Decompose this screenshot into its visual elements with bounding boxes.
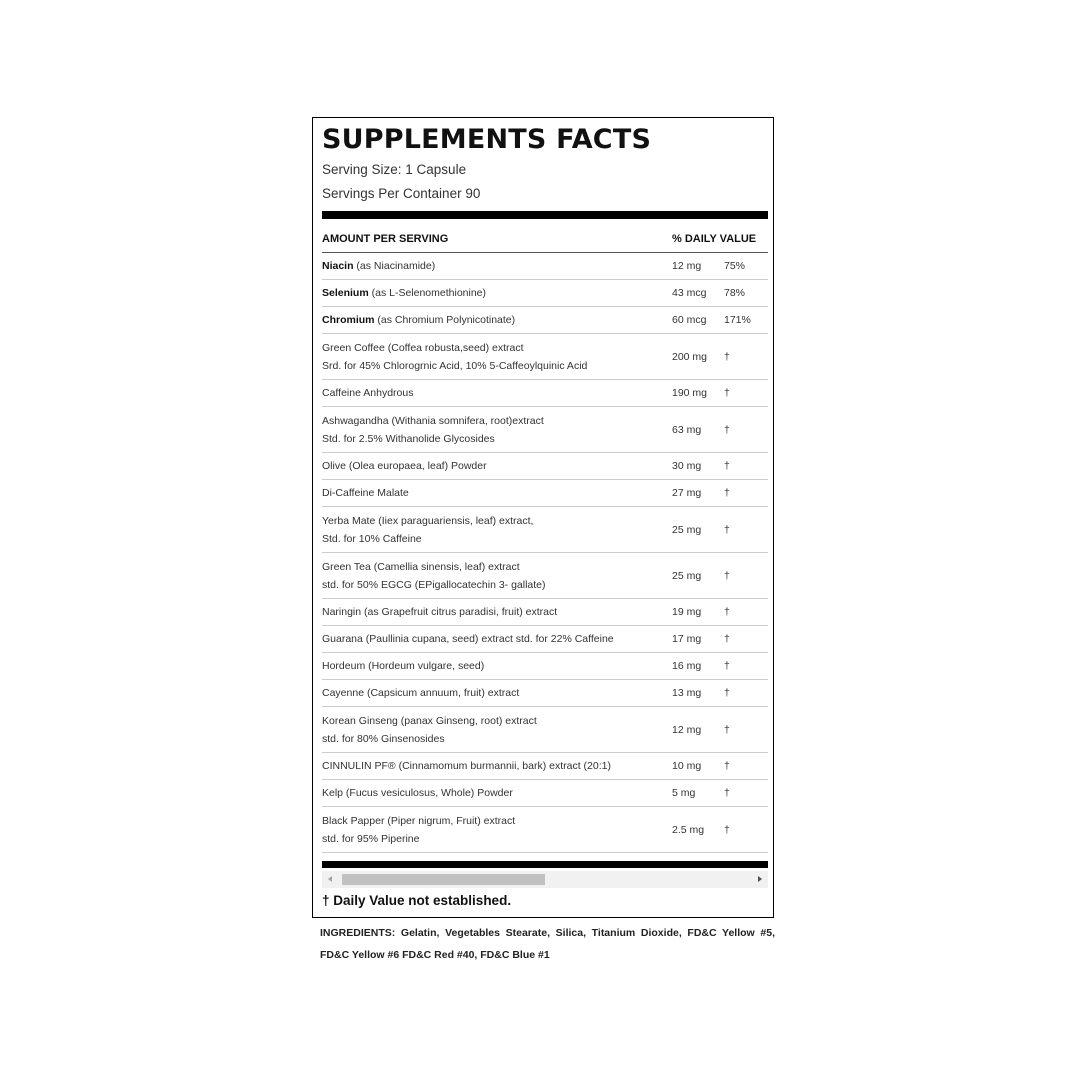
amount-cell: 19 mg	[672, 599, 724, 626]
ingredient-name-cell	[322, 599, 672, 626]
servings-per-container: Servings Per Container 90	[322, 186, 481, 201]
table-row	[322, 334, 768, 380]
table-row	[322, 626, 768, 653]
daily-value-cell: †	[724, 553, 768, 599]
ingredient-name-text: Hordeum (Hordeum vulgare, seed)	[322, 660, 485, 672]
amount-cell: 43 mcg	[672, 280, 724, 307]
amount-cell: 12 mg	[672, 253, 724, 280]
table-header-row	[322, 226, 768, 253]
ingredient-name-text: Ashwagandha (Withania somnifera, root)extract	[322, 414, 544, 427]
amount-cell: 16 mg	[672, 653, 724, 680]
ingredient-name-cell	[322, 380, 672, 407]
ingredients-text: INGREDIENTS: Gelatin, Vegetables Stearate, Silica, Titanium Dioxide, FD&C Yellow #5, FD&C Yellow #6 FD&C Red #40, FD&C Blue #1	[320, 927, 775, 961]
table-row	[322, 507, 768, 553]
ingredient-name	[322, 603, 672, 621]
daily-value-cell: 75%	[724, 253, 768, 280]
table-row	[322, 599, 768, 626]
ingredient-name-text: (as L-Selenomethionine)	[368, 287, 487, 299]
amount-cell: 13 mg	[672, 680, 724, 707]
daily-value-cell: †	[724, 753, 768, 780]
amount-cell: 27 mg	[672, 480, 724, 507]
ingredient-standardization: std. for 95% Piperine	[322, 832, 420, 845]
facts-table-container	[322, 226, 768, 853]
amount-cell: 190 mg	[672, 380, 724, 407]
ingredient-name-cell	[322, 334, 672, 380]
ingredient-name	[322, 657, 672, 675]
table-row	[322, 707, 768, 753]
daily-value-cell: †	[724, 380, 768, 407]
daily-value-cell: †	[724, 480, 768, 507]
daily-value-footnote: † Daily Value not established.	[322, 893, 512, 908]
ingredient-name-cell	[322, 253, 672, 280]
daily-value-cell: †	[724, 780, 768, 807]
daily-value-cell: †	[724, 626, 768, 653]
ingredient-name-text: Kelp (Fucus vesiculosus, Whole) Powder	[322, 787, 513, 799]
ingredient-name-text: Caffeine Anhydrous	[322, 387, 414, 399]
ingredient-name-cell	[322, 280, 672, 307]
ingredient-name	[322, 512, 672, 530]
ingredient-name-text: Olive (Olea europaea, leaf) Powder	[322, 460, 487, 472]
ingredient-standardization: Std. for 10% Caffeine	[322, 532, 422, 545]
panel-title: SUPPLEMENTS FACTS	[322, 124, 652, 155]
amount-cell: 17 mg	[672, 626, 724, 653]
ingredient-standardization: Srd. for 45% Chlorogrnic Acid, 10% 5-Caffeoylquinic Acid	[322, 359, 588, 372]
table-row	[322, 807, 768, 853]
daily-value-cell: †	[724, 653, 768, 680]
ingredient-standardization: std. for 80% Ginsenosides	[322, 732, 445, 745]
ingredient-name-text: Naringin (as Grapefruit citrus paradisi, fruit) extract	[322, 606, 558, 618]
daily-value-cell: †	[724, 807, 768, 853]
ingredient-name-cell	[322, 407, 672, 453]
table-body	[322, 253, 768, 853]
ingredient-name-text: Green Coffee (Coffea robusta,seed) extract	[322, 341, 524, 354]
table-row	[322, 380, 768, 407]
table-row	[322, 780, 768, 807]
ingredient-name	[322, 412, 672, 430]
amount-cell: 5 mg	[672, 780, 724, 807]
ingredient-name-text: Guarana (Paullinia cupana, seed) extract std. for 22% Caffeine	[322, 633, 614, 645]
ingredient-standardization: Std. for 2.5% Withanolide Glycosides	[322, 432, 495, 445]
horizontal-scrollbar[interactable]	[322, 871, 768, 888]
amount-cell: 25 mg	[672, 507, 724, 553]
daily-value-cell: †	[724, 407, 768, 453]
ingredient-name	[322, 712, 672, 730]
ingredient-name-cell	[322, 507, 672, 553]
ingredient-name	[322, 558, 672, 576]
amount-cell: 25 mg	[672, 553, 724, 599]
ingredient-name-text: Black Papper (Piper nigrum, Fruit) extract	[322, 814, 516, 827]
amount-cell: 63 mg	[672, 407, 724, 453]
ingredient-name-text: Green Tea (Camellia sinensis, leaf) extract	[322, 560, 520, 573]
ingredient-name	[322, 311, 672, 329]
ingredient-name	[322, 257, 672, 275]
amount-cell: 30 mg	[672, 453, 724, 480]
ingredient-name-cell	[322, 307, 672, 334]
table-row	[322, 453, 768, 480]
ingredient-name-text: Korean Ginseng (panax Ginseng, root) extract	[322, 714, 537, 727]
ingredient-name-cell	[322, 753, 672, 780]
ingredient-name-text: CINNULIN PF® (Cinnamomum burmannii, bark) extract (20:1)	[322, 760, 611, 772]
amount-cell: 200 mg	[672, 334, 724, 380]
ingredient-name	[322, 812, 672, 830]
daily-value-cell: 78%	[724, 280, 768, 307]
ingredient-name-bold: Selenium	[322, 287, 369, 299]
daily-value-cell: †	[724, 507, 768, 553]
ingredient-name	[322, 339, 672, 357]
ingredient-name	[322, 457, 672, 475]
amount-cell: 12 mg	[672, 707, 724, 753]
daily-value-cell: 171%	[724, 307, 768, 334]
ingredient-name	[322, 284, 672, 302]
table-row	[322, 253, 768, 280]
amount-cell: 60 mcg	[672, 307, 724, 334]
daily-value-cell: †	[724, 707, 768, 753]
header-daily-value: % DAILY VALUE	[672, 226, 768, 253]
ingredient-name-cell	[322, 553, 672, 599]
ingredient-name-text: (as Chromium Polynicotinate)	[374, 314, 516, 326]
ingredient-name-cell	[322, 453, 672, 480]
ingredient-name	[322, 484, 672, 502]
ingredient-name-bold: Chromium	[322, 314, 375, 326]
ingredient-name-text: Cayenne (Capsicum annuum, fruit) extract	[322, 687, 520, 699]
ingredient-name-cell	[322, 653, 672, 680]
scroll-left-arrow-icon[interactable]	[328, 876, 332, 882]
ingredient-name	[322, 684, 672, 702]
table-row	[322, 653, 768, 680]
facts-table	[322, 226, 768, 853]
ingredient-name-text: (as Niacinamide)	[353, 260, 436, 272]
ingredient-name-cell	[322, 680, 672, 707]
ingredient-name-cell	[322, 707, 672, 753]
amount-cell: 10 mg	[672, 753, 724, 780]
daily-value-cell: †	[724, 680, 768, 707]
ingredient-standardization: std. for 50% EGCG (EPigallocatechin 3- gallate)	[322, 578, 546, 591]
ingredient-name	[322, 757, 672, 775]
daily-value-cell: †	[724, 599, 768, 626]
table-row	[322, 553, 768, 599]
scrollbar-thumb[interactable]	[342, 874, 545, 885]
table-row	[322, 480, 768, 507]
daily-value-cell: †	[724, 334, 768, 380]
amount-cell: 2.5 mg	[672, 807, 724, 853]
bottom-divider-bar	[322, 861, 768, 868]
ingredient-name	[322, 630, 672, 648]
header-amount-per-serving: AMOUNT PER SERVING	[322, 226, 672, 253]
table-row	[322, 407, 768, 453]
table-row	[322, 307, 768, 334]
scroll-right-arrow-icon[interactable]	[758, 876, 762, 882]
table-row	[322, 753, 768, 780]
supplement-facts-panel	[312, 117, 774, 918]
table-row	[322, 680, 768, 707]
ingredient-name-bold: Niacin	[322, 260, 354, 272]
ingredient-name-cell	[322, 780, 672, 807]
top-divider-bar	[322, 211, 768, 219]
table-row	[322, 280, 768, 307]
ingredient-name-cell	[322, 626, 672, 653]
ingredient-name-text: Yerba Mate (Iiex paraguariensis, leaf) extract,	[322, 514, 534, 527]
ingredient-name	[322, 784, 672, 802]
serving-size: Serving Size: 1 Capsule	[322, 162, 467, 177]
ingredient-name-cell	[322, 480, 672, 507]
daily-value-cell: †	[724, 453, 768, 480]
ingredient-name	[322, 384, 672, 402]
ingredient-name-cell	[322, 807, 672, 853]
ingredient-name-text: Di-Caffeine Malate	[322, 487, 409, 499]
